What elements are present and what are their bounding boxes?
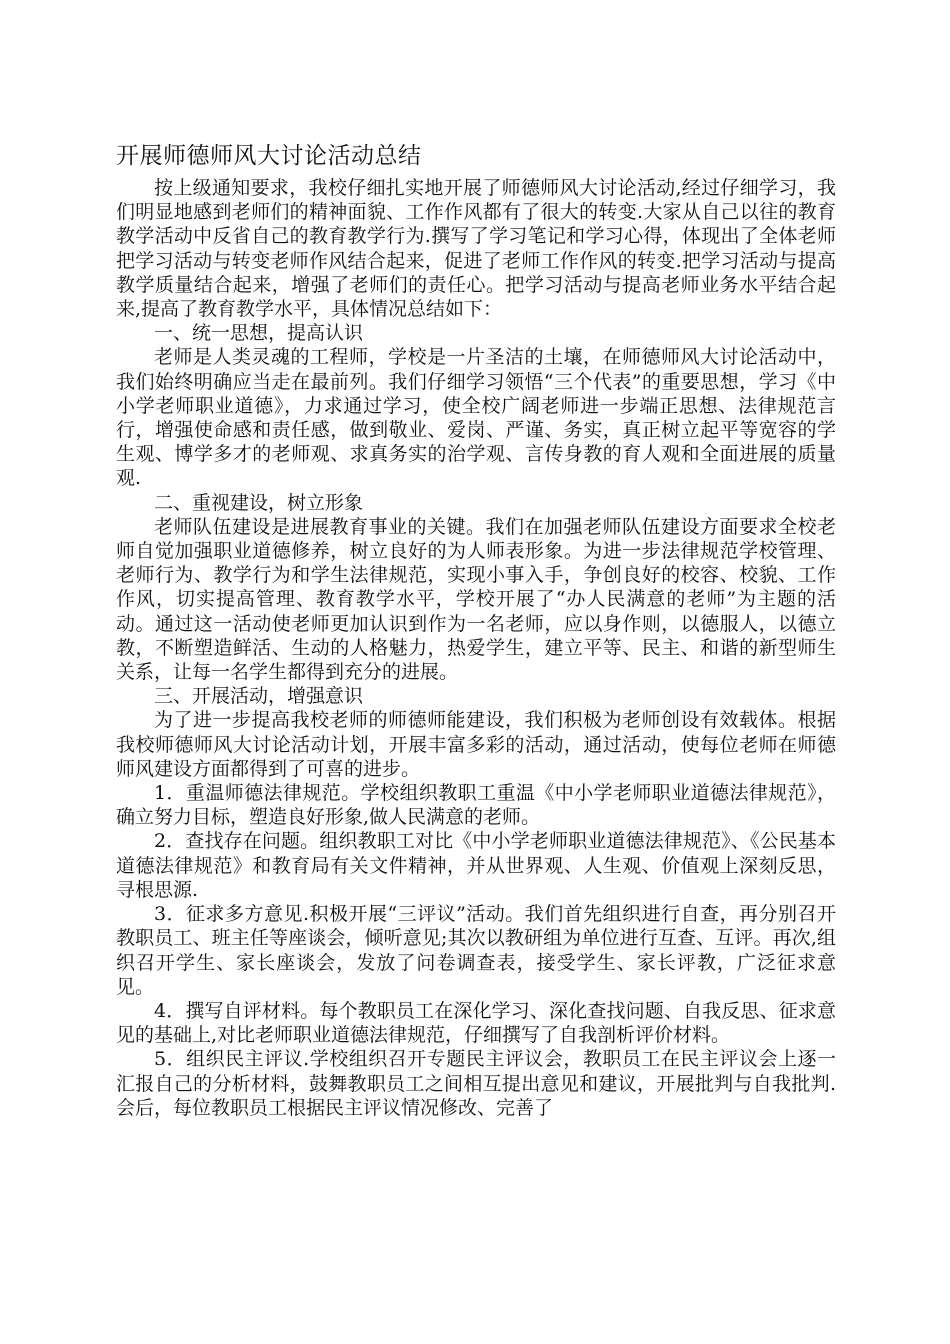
section-heading-2: 二、重视建设，树立形象 bbox=[154, 491, 364, 514]
document-title: 开展师德师风大讨论活动总结 bbox=[116, 143, 422, 169]
list-item-2: 2．查找存在问题。组织教职工对比《中小学老师职业道德法律规范》、《公民基本道德法律规范》和教育局有关文件精神，并从世界观、人生观、价值观上深刻反思，寻根思源. bbox=[116, 830, 836, 901]
document-page bbox=[116, 138, 836, 1120]
section-3-paragraph: 为了进一步提高我校老师的师德师能建设，我们积极为老师创设有效载体。根据我校师德师风大讨论活动计划，开展丰富多彩的活动，通过活动，使每位老师在师德师风建设方面都得到了可喜的进步。 bbox=[116, 709, 836, 780]
list-item-4: 4．撰写自评材料。每个教职员工在深化学习、深化查找问题、自我反思、征求意见的基础上,对比老师职业道德法律规范，仔细撰写了自我剖析评价材料。 bbox=[116, 999, 836, 1047]
list-item-1: 1．重温师德法律规范。学校组织教职工重温《中小学老师职业道德法律规范》，确立努力目标，塑造良好形象,做人民满意的老师。 bbox=[116, 782, 836, 829]
list-item-5: 5．组织民主评议.学校组织召开专题民主评议会，教职员工在民主评议会上逐一汇报自己的分析材料，鼓舞教职员工之间相互提出意见和建议，开展批判与自我批判.会后，每位教职员工根据民主评议情况修改、完善了 bbox=[116, 1048, 836, 1119]
list-item-3: 3．征求多方意见.积极开展“三评议”活动。我们首先组织进行自查，再分别召开教职员工、班主任等座谈会，倾听意见;其次以教研组为单位进行互查、互评。再次,组织召开学生、家长座谈会，发放了问卷调查表，接受学生、家长评教，广泛征求意见。 bbox=[116, 903, 836, 998]
section-heading-3: 三、开展活动，增强意识 bbox=[154, 685, 364, 708]
section-2-paragraph: 老师队伍建设是进展教育事业的关键。我们在加强老师队伍建设方面要求全校老师自觉加强职业道德修养，树立良好的为人师表形象。为进一步法律规范学校管理、老师行为、教学行为和学生法律规范，实现小事入手，争创良好的校容、校貌、工作作风，切实提高管理、教育教学水平，学校开展了“办人民满意的老师”为主题的活动。通过这一活动使老师更加认识到作为一名老师，应以身作则，以德服人，以德立教，不断塑造鲜活、生动的人格魅力，热爱学生，建立平等、民主、和谐的新型师生关系，让每一名学生都得到充分的进展。 bbox=[116, 515, 836, 684]
intro-paragraph: 按上级通知要求，我校仔细扎实地开展了师德师风大讨论活动,经过仔细学习，我们明显地感到老师们的精神面貌、工作作风都有了很大的转变.大家从自己以往的教育教学活动中反省自己的教育教学行为.撰写了学习笔记和学习心得，体现出了全体老师把学习活动与转变老师作风结合起来，促进了老师工作作风的转变.把学习活动与提高教学质量结合起来，增强了老师们的责任心。把学习活动与提高老师业务水平结合起来,提高了教育教学水平，具体情况总结如下： bbox=[116, 177, 836, 321]
section-1-paragraph: 老师是人类灵魂的工程师，学校是一片圣洁的土壤，在师德师风大讨论活动中，我们始终明确应当走在最前列。我们仔细学习领悟“三个代表”的重要思想，学习《中小学老师职业道德》，力求通过学习，使全校广阔老师进一步端正思想、法律规范言行，增强使命感和责任感，做到敬业、爱岗、严谨、务实，真正树立起平等宽容的学生观、博学多才的老师观、求真务实的治学观、言传身教的育人观和全面进展的质量观. bbox=[116, 346, 836, 490]
section-heading-1: 一、统一思想，提高认识 bbox=[154, 322, 364, 345]
